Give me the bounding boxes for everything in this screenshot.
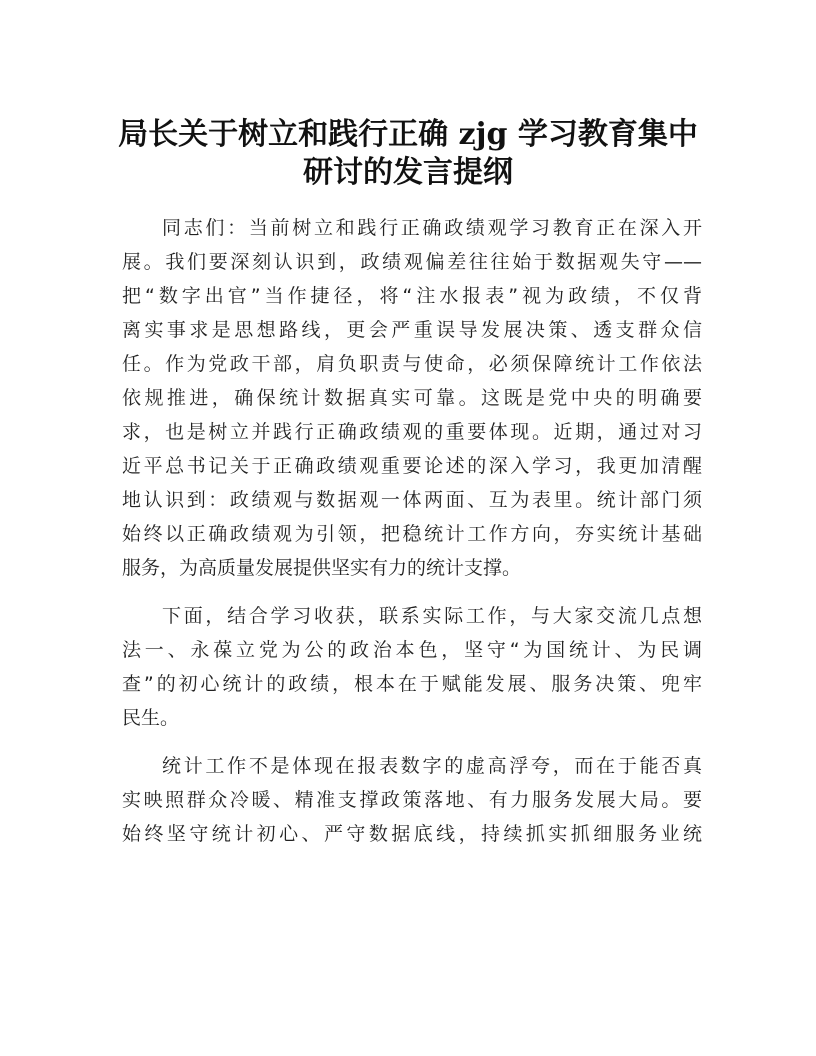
document-title-line-2: 研讨的发言提纲 [303,155,513,190]
paragraph-line: 离实事求是思想路线，更会严重误导发展决策、透支群众信 [122,319,702,341]
paragraph-line: 同志们：当前树立和践行正确政绩观学习教育正在深入开 [162,217,702,239]
paragraph-line: 求，也是树立并践行正确政绩观的重要体现。近期，通过对习 [122,421,702,443]
paragraph-line: 下面，结合学习收获，联系实际工作，与大家交流几点想 [162,605,702,627]
paragraph-line: 近平总书记关于正确政绩观重要论述的深入学习，我更加清醒 [122,455,702,477]
paragraph-line: 统计工作不是体现在报表数字的虚高浮夸，而在于能否真 [162,755,702,777]
paragraph-line: 法一、永葆立党为公的政治本色，坚守“为国统计、为民调 [122,639,702,661]
paragraph-line: 始终以正确政绩观为引领，把稳统计工作方向，夯实统计基础 [122,523,702,545]
document-title-line-1: 局长关于树立和践行正确 zjg 学习教育集中 [118,117,698,152]
paragraph-line: 查”的初心统计的政绩，根本在于赋能发展、服务决策、兜牢 [122,673,702,695]
paragraph-line: 把“数字出官”当作捷径，将“注水报表”视为政绩，不仅背 [122,285,702,307]
paragraph-line: 任。作为党政干部，肩负职责与使命，必须保障统计工作依法 [122,353,702,375]
paragraph-line: 展。我们要深刻认识到，政绩观偏差往往始于数据观失守—— [122,251,702,273]
paragraph-line: 服务，为高质量发展提供坚实有力的统计支撑。 [122,557,522,579]
paragraph-line: 民生。 [122,707,180,729]
paragraph-line: 始终坚守统计初心、严守数据底线，持续抓实抓细服务业统 [122,823,702,845]
paragraph-line: 地认识到：政绩观与数据观一体两面、互为表里。统计部门须 [122,489,702,511]
paragraph-line: 依规推进，确保统计数据真实可靠。这既是党中央的明确要 [122,387,702,409]
paragraph-line: 实映照群众冷暖、精准支撑政策落地、有力服务发展大局。要 [122,789,702,811]
